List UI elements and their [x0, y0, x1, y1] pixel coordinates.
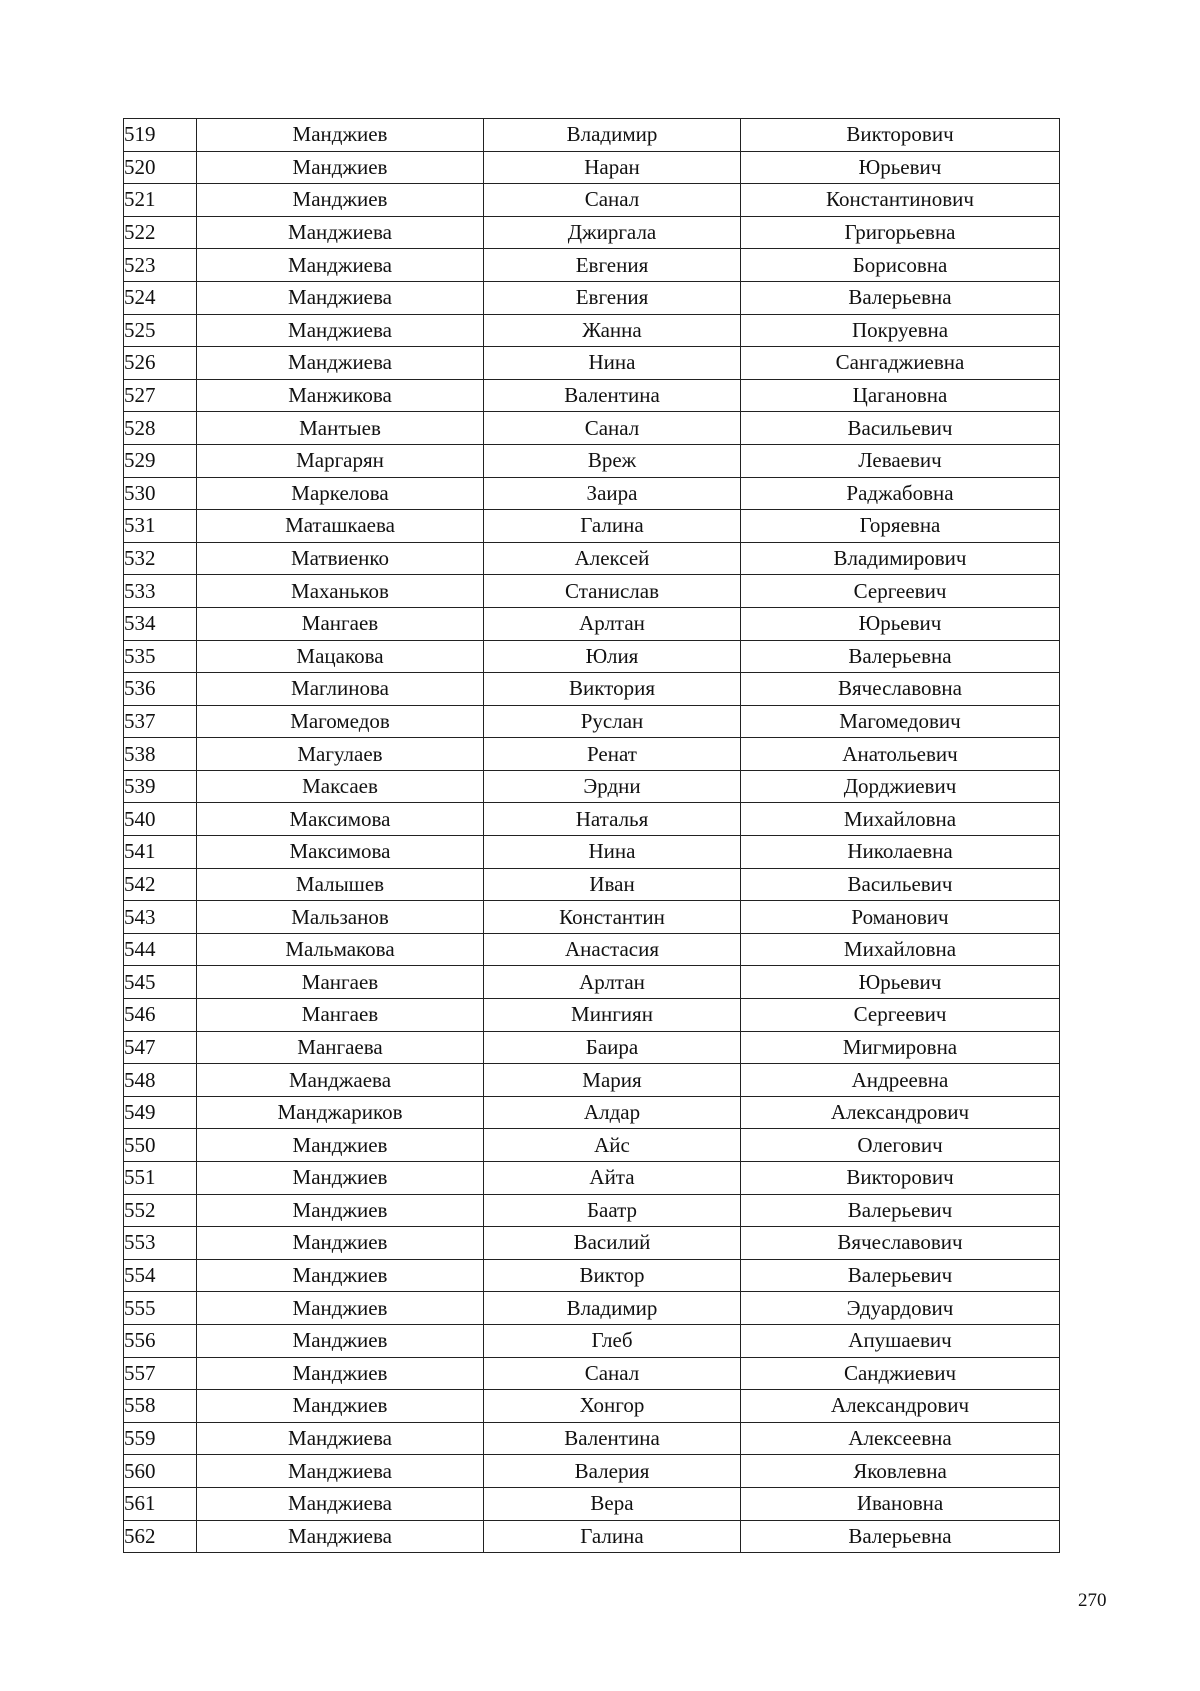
row-number-cell: 539: [124, 770, 197, 803]
row-number-cell: 542: [124, 868, 197, 901]
table-row: [124, 1292, 1060, 1325]
surname-cell: Максимова: [197, 803, 484, 836]
first-name-cell: Валентина: [484, 1422, 741, 1455]
row-number-cell: 557: [124, 1357, 197, 1390]
first-name-cell: Анастасия: [484, 933, 741, 966]
surname-cell: Манджиева: [197, 1487, 484, 1520]
row-number-cell: 525: [124, 314, 197, 347]
patronymic-cell: Борисовна: [741, 249, 1060, 282]
surname-cell: Манджиев: [197, 119, 484, 152]
row-number-cell: 521: [124, 184, 197, 217]
surname-cell: Манджиев: [197, 184, 484, 217]
patronymic-cell: Васильевич: [741, 868, 1060, 901]
row-number-cell: 549: [124, 1096, 197, 1129]
table-row: [124, 640, 1060, 673]
table-row: [124, 999, 1060, 1032]
first-name-cell: Джиргала: [484, 216, 741, 249]
patronymic-cell: Яковлевна: [741, 1455, 1060, 1488]
surname-cell: Мальмакова: [197, 933, 484, 966]
patronymic-cell: Покруевна: [741, 314, 1060, 347]
surname-cell: Манджиева: [197, 314, 484, 347]
table-row: [124, 836, 1060, 869]
patronymic-cell: Сергеевич: [741, 575, 1060, 608]
surname-cell: Манджиев: [197, 1357, 484, 1390]
surname-cell: Мальзанов: [197, 901, 484, 934]
first-name-cell: Заира: [484, 477, 741, 510]
first-name-cell: Баатр: [484, 1194, 741, 1227]
row-number-cell: 533: [124, 575, 197, 608]
table-row: [124, 119, 1060, 152]
first-name-cell: Алдар: [484, 1096, 741, 1129]
surname-cell: Манджиев: [197, 1292, 484, 1325]
patronymic-cell: Григорьевна: [741, 216, 1060, 249]
patronymic-cell: Валерьевна: [741, 281, 1060, 314]
patronymic-cell: Раджабовна: [741, 477, 1060, 510]
row-number-cell: 541: [124, 836, 197, 869]
first-name-cell: Арлтан: [484, 966, 741, 999]
table-row: [124, 738, 1060, 771]
patronymic-cell: Михайловна: [741, 933, 1060, 966]
table-row: [124, 933, 1060, 966]
patronymic-cell: Апушаевич: [741, 1324, 1060, 1357]
surname-cell: Манжикова: [197, 379, 484, 412]
surname-cell: Маркелова: [197, 477, 484, 510]
first-name-cell: Санал: [484, 184, 741, 217]
patronymic-cell: Анатольевич: [741, 738, 1060, 771]
surname-cell: Маташкаева: [197, 510, 484, 543]
first-name-cell: Вера: [484, 1487, 741, 1520]
surname-cell: Магулаев: [197, 738, 484, 771]
surname-cell: Манджиев: [197, 1259, 484, 1292]
table-row: [124, 607, 1060, 640]
first-name-cell: Владимир: [484, 1292, 741, 1325]
surname-cell: Мацакова: [197, 640, 484, 673]
table-row: [124, 1194, 1060, 1227]
table-row: [124, 1129, 1060, 1162]
table-row: [124, 770, 1060, 803]
patronymic-cell: Владимирович: [741, 542, 1060, 575]
first-name-cell: Санал: [484, 412, 741, 445]
surname-cell: Манджиев: [197, 1227, 484, 1260]
first-name-cell: Валерия: [484, 1455, 741, 1488]
patronymic-cell: Сергеевич: [741, 999, 1060, 1032]
first-name-cell: Глеб: [484, 1324, 741, 1357]
surname-cell: Манджиев: [197, 1129, 484, 1162]
table-row: [124, 575, 1060, 608]
row-number-cell: 535: [124, 640, 197, 673]
table-row: [124, 673, 1060, 706]
table-row: [124, 1096, 1060, 1129]
patronymic-cell: Эдуардович: [741, 1292, 1060, 1325]
first-name-cell: Мария: [484, 1064, 741, 1097]
patronymic-cell: Вячеславовна: [741, 673, 1060, 706]
row-number-cell: 551: [124, 1162, 197, 1195]
surname-cell: Манджиева: [197, 1520, 484, 1553]
row-number-cell: 534: [124, 607, 197, 640]
surname-cell: Мангаев: [197, 999, 484, 1032]
surname-cell: Мангаев: [197, 966, 484, 999]
first-name-cell: Баира: [484, 1031, 741, 1064]
row-number-cell: 556: [124, 1324, 197, 1357]
table-row: [124, 966, 1060, 999]
patronymic-cell: Андреевна: [741, 1064, 1060, 1097]
row-number-cell: 524: [124, 281, 197, 314]
surname-cell: Максимова: [197, 836, 484, 869]
row-number-cell: 546: [124, 999, 197, 1032]
table-row: [124, 216, 1060, 249]
surname-cell: Манджиева: [197, 249, 484, 282]
row-number-cell: 540: [124, 803, 197, 836]
table-row: [124, 542, 1060, 575]
patronymic-cell: Валерьевич: [741, 1194, 1060, 1227]
table-row: [124, 184, 1060, 217]
first-name-cell: Евгения: [484, 281, 741, 314]
first-name-cell: Наран: [484, 151, 741, 184]
row-number-cell: 530: [124, 477, 197, 510]
patronymic-cell: Цагановна: [741, 379, 1060, 412]
table-row: [124, 314, 1060, 347]
table-row: [124, 1357, 1060, 1390]
row-number-cell: 550: [124, 1129, 197, 1162]
row-number-cell: 558: [124, 1390, 197, 1423]
surname-cell: Манджиева: [197, 347, 484, 380]
first-name-cell: Хонгор: [484, 1390, 741, 1423]
surname-cell: Максаев: [197, 770, 484, 803]
row-number-cell: 559: [124, 1422, 197, 1455]
first-name-cell: Айта: [484, 1162, 741, 1195]
row-number-cell: 560: [124, 1455, 197, 1488]
patronymic-cell: Сангаджиевна: [741, 347, 1060, 380]
first-name-cell: Эрдни: [484, 770, 741, 803]
table-row: [124, 1162, 1060, 1195]
surname-cell: Магомедов: [197, 705, 484, 738]
row-number-cell: 536: [124, 673, 197, 706]
patronymic-cell: Романович: [741, 901, 1060, 934]
surname-cell: Мантыев: [197, 412, 484, 445]
surname-cell: Манджиев: [197, 1390, 484, 1423]
table-row: [124, 803, 1060, 836]
first-name-cell: Владимир: [484, 119, 741, 152]
surname-cell: Манджиева: [197, 1422, 484, 1455]
row-number-cell: 537: [124, 705, 197, 738]
patronymic-cell: Олегович: [741, 1129, 1060, 1162]
table-row: [124, 510, 1060, 543]
patronymic-cell: Валерьевна: [741, 1520, 1060, 1553]
row-number-cell: 519: [124, 119, 197, 152]
patronymic-cell: Михайловна: [741, 803, 1060, 836]
row-number-cell: 554: [124, 1259, 197, 1292]
surname-cell: Манджиев: [197, 1162, 484, 1195]
row-number-cell: 561: [124, 1487, 197, 1520]
surname-cell: Манджиева: [197, 1455, 484, 1488]
surname-cell: Маргарян: [197, 444, 484, 477]
first-name-cell: Василий: [484, 1227, 741, 1260]
table-row: [124, 1487, 1060, 1520]
surname-cell: Манджиева: [197, 281, 484, 314]
first-name-cell: Нина: [484, 347, 741, 380]
table-row: [124, 477, 1060, 510]
first-name-cell: Евгения: [484, 249, 741, 282]
patronymic-cell: Викторович: [741, 119, 1060, 152]
first-name-cell: Арлтан: [484, 607, 741, 640]
patronymic-cell: Васильевич: [741, 412, 1060, 445]
row-number-cell: 532: [124, 542, 197, 575]
table-row: [124, 1031, 1060, 1064]
row-number-cell: 522: [124, 216, 197, 249]
table-row: [124, 1455, 1060, 1488]
table-row: [124, 1259, 1060, 1292]
patronymic-cell: Юрьевич: [741, 966, 1060, 999]
patronymic-cell: Юрьевич: [741, 607, 1060, 640]
table-row: [124, 1227, 1060, 1260]
table-row: [124, 379, 1060, 412]
first-name-cell: Станислав: [484, 575, 741, 608]
table-row: [124, 868, 1060, 901]
row-number-cell: 538: [124, 738, 197, 771]
first-name-cell: Айс: [484, 1129, 741, 1162]
table-row: [124, 347, 1060, 380]
row-number-cell: 531: [124, 510, 197, 543]
row-number-cell: 547: [124, 1031, 197, 1064]
first-name-cell: Юлия: [484, 640, 741, 673]
patronymic-cell: Валерьевна: [741, 640, 1060, 673]
row-number-cell: 543: [124, 901, 197, 934]
roster-table: [123, 118, 1060, 1553]
page-number: 270: [1078, 1590, 1107, 1611]
patronymic-cell: Вячеславович: [741, 1227, 1060, 1260]
first-name-cell: Валентина: [484, 379, 741, 412]
first-name-cell: Жанна: [484, 314, 741, 347]
patronymic-cell: Юрьевич: [741, 151, 1060, 184]
surname-cell: Матвиенко: [197, 542, 484, 575]
first-name-cell: Виктор: [484, 1259, 741, 1292]
row-number-cell: 552: [124, 1194, 197, 1227]
table-row: [124, 412, 1060, 445]
surname-cell: Манджариков: [197, 1096, 484, 1129]
patronymic-cell: Алексеевна: [741, 1422, 1060, 1455]
table-row: [124, 249, 1060, 282]
patronymic-cell: Горяевна: [741, 510, 1060, 543]
first-name-cell: Руслан: [484, 705, 741, 738]
first-name-cell: Константин: [484, 901, 741, 934]
patronymic-cell: Дорджиевич: [741, 770, 1060, 803]
first-name-cell: Мингиян: [484, 999, 741, 1032]
row-number-cell: 545: [124, 966, 197, 999]
first-name-cell: Галина: [484, 1520, 741, 1553]
first-name-cell: Санал: [484, 1357, 741, 1390]
row-number-cell: 544: [124, 933, 197, 966]
patronymic-cell: Николаевна: [741, 836, 1060, 869]
table-row: [124, 281, 1060, 314]
patronymic-cell: Санджиевич: [741, 1357, 1060, 1390]
surname-cell: Маглинова: [197, 673, 484, 706]
first-name-cell: Наталья: [484, 803, 741, 836]
patronymic-cell: Константинович: [741, 184, 1060, 217]
patronymic-cell: Магомедович: [741, 705, 1060, 738]
roster-table-body: [124, 119, 1060, 1553]
row-number-cell: 528: [124, 412, 197, 445]
table-row: [124, 1064, 1060, 1097]
first-name-cell: Нина: [484, 836, 741, 869]
row-number-cell: 520: [124, 151, 197, 184]
patronymic-cell: Викторович: [741, 1162, 1060, 1195]
table-row: [124, 1390, 1060, 1423]
patronymic-cell: Александрович: [741, 1390, 1060, 1423]
row-number-cell: 526: [124, 347, 197, 380]
first-name-cell: Виктория: [484, 673, 741, 706]
surname-cell: Мангаева: [197, 1031, 484, 1064]
row-number-cell: 527: [124, 379, 197, 412]
surname-cell: Малышев: [197, 868, 484, 901]
first-name-cell: Вреж: [484, 444, 741, 477]
patronymic-cell: Леваевич: [741, 444, 1060, 477]
table-row: [124, 1520, 1060, 1553]
row-number-cell: 562: [124, 1520, 197, 1553]
patronymic-cell: Ивановна: [741, 1487, 1060, 1520]
row-number-cell: 548: [124, 1064, 197, 1097]
first-name-cell: Алексей: [484, 542, 741, 575]
surname-cell: Манджиева: [197, 216, 484, 249]
patronymic-cell: Мигмировна: [741, 1031, 1060, 1064]
patronymic-cell: Валерьевич: [741, 1259, 1060, 1292]
surname-cell: Манджиев: [197, 151, 484, 184]
surname-cell: Манджаева: [197, 1064, 484, 1097]
row-number-cell: 523: [124, 249, 197, 282]
table-row: [124, 444, 1060, 477]
table-row: [124, 705, 1060, 738]
table-row: [124, 1324, 1060, 1357]
first-name-cell: Галина: [484, 510, 741, 543]
first-name-cell: Иван: [484, 868, 741, 901]
patronymic-cell: Александрович: [741, 1096, 1060, 1129]
table-row: [124, 151, 1060, 184]
surname-cell: Маханьков: [197, 575, 484, 608]
row-number-cell: 555: [124, 1292, 197, 1325]
row-number-cell: 553: [124, 1227, 197, 1260]
row-number-cell: 529: [124, 444, 197, 477]
surname-cell: Манджиев: [197, 1194, 484, 1227]
surname-cell: Манджиев: [197, 1324, 484, 1357]
table-row: [124, 901, 1060, 934]
table-row: [124, 1422, 1060, 1455]
surname-cell: Мангаев: [197, 607, 484, 640]
first-name-cell: Ренат: [484, 738, 741, 771]
